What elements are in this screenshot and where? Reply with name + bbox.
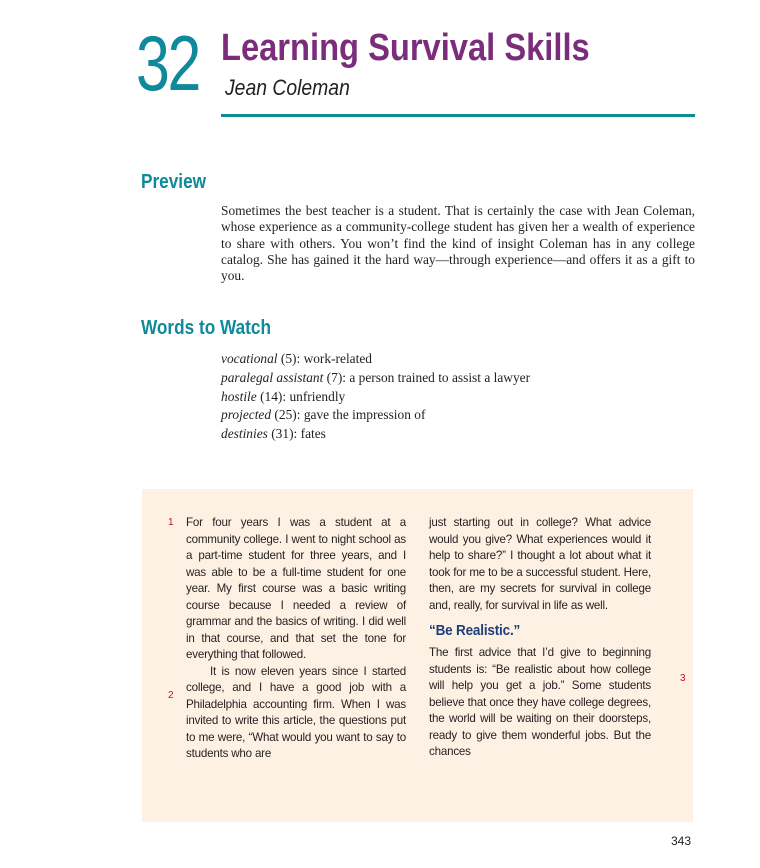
vocabulary-ref: (7):: [323, 369, 350, 385]
essay-paragraph: The first advice that I’d give to beginning students is: “Be realistic about how college will help you get a job.” Some students believe that once they have college degrees, the world will be waiting on their doorsteps, ready to give them wonderful jobs. But the chances: [429, 646, 651, 758]
vocabulary-item: [221, 388, 641, 407]
essay-left-column: [186, 515, 406, 763]
essay-paragraph: For four years I was a student at a community college. I went to night school as a part-time student for three years, and I was able to be a full-time student for one year. My first course was a basic writing course because I needed a review of grammar and the basics of writing. I did well in that course, and that set the tone for everything that followed.: [186, 516, 406, 661]
essay-paragraph: just starting out in college? What advice would you give? What experiences would it help to share?” I thought a lot about what it took for me to be a successful student. Here, then, are my secrets for survival in college and, really, for survival in life as well.: [429, 516, 651, 612]
preview-heading: Preview: [141, 171, 207, 193]
chapter-number: 32: [136, 19, 199, 107]
vocabulary-item: [221, 350, 641, 369]
vocabulary-item: [221, 406, 641, 425]
vocabulary-definition: fates: [300, 426, 326, 442]
paragraph-number: 1: [168, 517, 174, 528]
essay-right-column: [429, 515, 651, 761]
vocabulary-term: paralegal assistant: [221, 369, 324, 385]
vocabulary-ref: (14):: [256, 388, 290, 404]
vocabulary-definition: unfriendly: [289, 388, 346, 404]
vocabulary-ref: (31):: [267, 426, 301, 442]
vocabulary-item: [221, 369, 641, 388]
page-number: 343: [671, 834, 692, 848]
vocabulary-ref: (25):: [271, 407, 304, 423]
paragraph-number: 3: [680, 673, 686, 684]
essay-paragraph: It is now eleven years since I started college, and I have a good job with a Philadelphia accounting firm. When I was invited to write this article, the questions put to me were, “What would you want to say to students who are: [186, 664, 406, 760]
essay-subheading: “Be Realistic.”: [429, 622, 521, 639]
vocabulary-list: [221, 350, 641, 444]
vocabulary-term: projected: [221, 407, 272, 423]
vocabulary-definition: gave the impression of: [303, 407, 426, 423]
vocabulary-ref: (5):: [277, 351, 304, 366]
preview-text: Sometimes the best teacher is a student. That is certainly the case with Jean Coleman, whose experience as a community-college student has given her a wealth of experience to share with others. You won’t find the kind of insight Coleman has in any college catalog. She has gained it the hard way—through experience—and offers it as a gift to you.: [221, 203, 695, 284]
vocabulary-term: hostile: [221, 388, 257, 404]
vocabulary-definition: a person trained to assist a lawyer: [349, 369, 531, 385]
paragraph-number: 2: [168, 690, 174, 701]
words-to-watch-heading: Words to Watch: [141, 317, 271, 339]
author-name: Jean Coleman: [225, 75, 350, 100]
title-divider: [221, 114, 695, 117]
chapter-title: Learning Survival Skills: [221, 27, 590, 69]
vocabulary-term: destinies: [221, 426, 268, 442]
vocabulary-term: vocational: [221, 351, 278, 366]
vocabulary-item: [221, 425, 641, 444]
vocabulary-definition: work-related: [303, 351, 372, 366]
